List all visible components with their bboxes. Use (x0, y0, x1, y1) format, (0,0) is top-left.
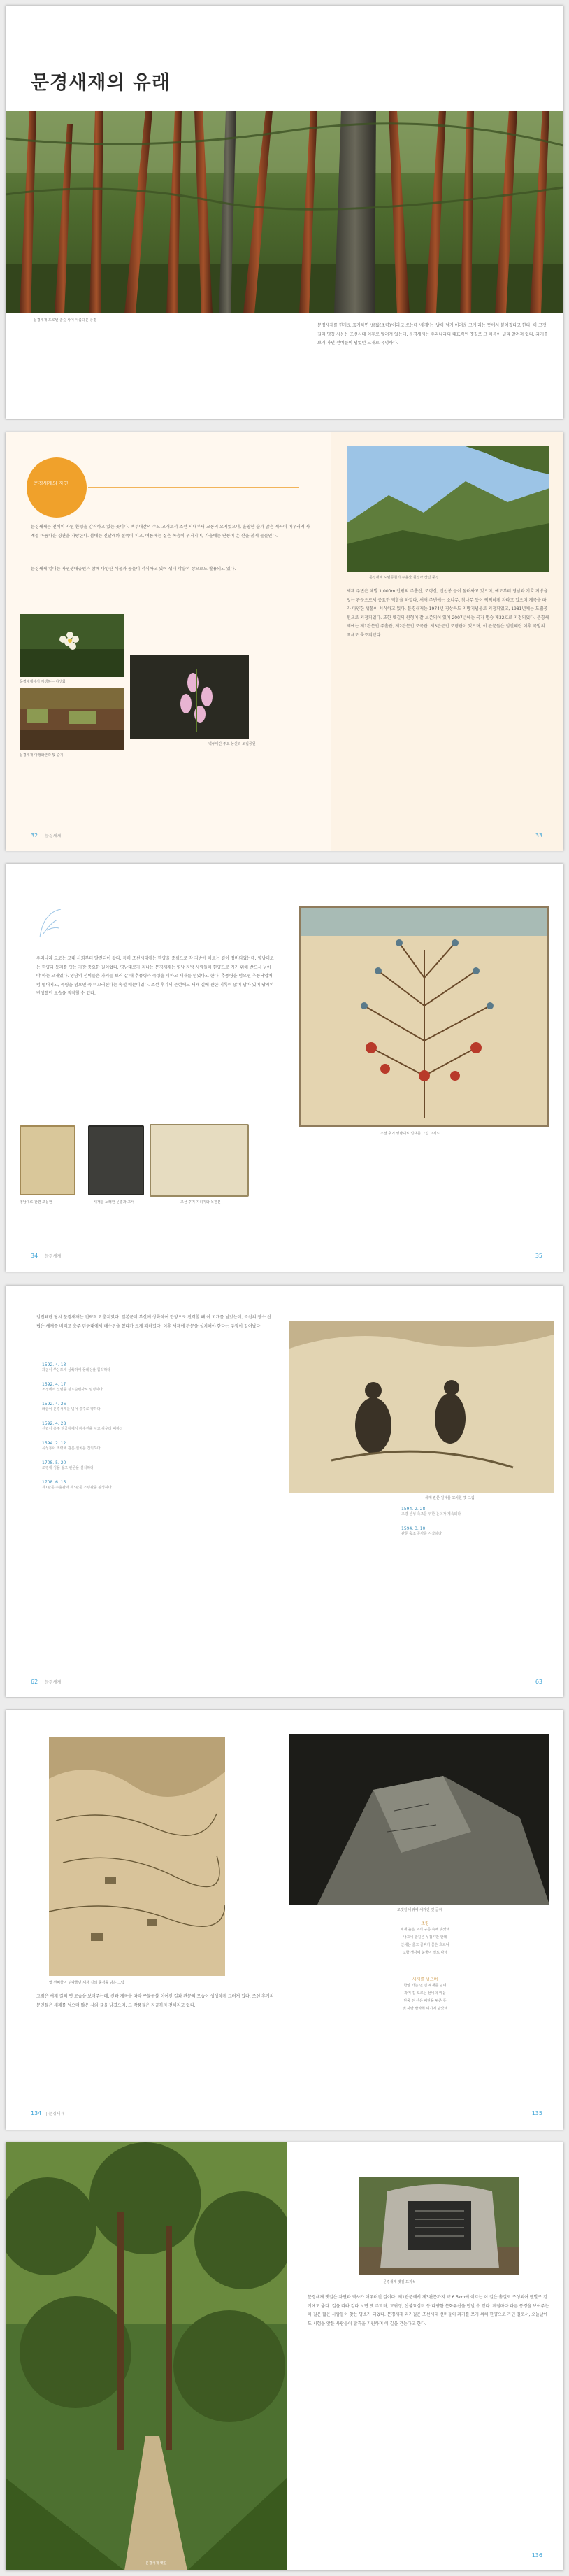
caption-small-2: 문경새재 야생화군락 및 습지 (20, 753, 64, 757)
battle-painting (289, 1321, 554, 1493)
body-right: 새재 주변은 해발 1,000m 안팎의 주흘산, 조령산, 신선봉 등이 둘러싸고 있으며, 예로부터 영남과 기호 지방을 잇는 관문으로서 중요한 역할을 하였다. 새재 주변에는 소나무, 참나무 등이 빽빽하게 자라고 있으며 계곡을 따라 다양한 생물이 서식하고 있다. 문경새재는 1974년 경상북도 지방기념물로 지정되었고, 1981년에는 도립공원으로 지정되었다. 또한 옛길의 원형이 잘 보존되어 있어 2007년에는 국가 명승 제32호로 지정되었다. 문경새재에는 제1관문인 주흘관, 제2관문인 조곡관, 제3관문인 조령관이 있으며, 이 관문들은 임진왜란 이후 국방의 요새로 축조되었다. (347, 589, 549, 638)
poem-line: 고향 생각에 눈물이 절로 나네 (402, 1951, 448, 1955)
poem-line: 새재 높은 고개 구름 속에 솟았네 (400, 1928, 450, 1932)
caption-left: 문경새재 옛길 (145, 2561, 167, 2566)
section-badge-label: 문경새재의 자연 (34, 481, 69, 486)
diary-date: 1594. 3. 10 (401, 1526, 426, 1531)
folio-right: 136 (531, 2552, 542, 2559)
folio-right: 33 (535, 832, 542, 839)
diary-entry (401, 1526, 548, 1536)
old-map (299, 906, 549, 1127)
spread-page-1 (6, 6, 563, 419)
caption-left: 옛 선비들이 넘나들던 새재 길의 풍경을 담은 그림 (49, 1981, 124, 1985)
body: 그림은 새재 길의 옛 모습을 보여주는데, 산과 계곡을 따라 구불구불 이어진 길과 관문의 모습이 생생하게 그려져 있다. 조선 후기의 문인들은 새재를 넘으며 많은 시와 글을 남겼으며, 그 작품들은 지금까지 전해지고 있다. (36, 1994, 274, 2008)
forest-hero-photo (6, 111, 563, 313)
diary-date: 1592. 4. 13 (42, 1362, 66, 1367)
folio-left-section: | 문경새재 (42, 834, 62, 839)
diary-entry (42, 1460, 273, 1470)
caption-map: 조선 후기 영남대로 일대를 그린 고지도 (380, 1132, 440, 1136)
body: 문경새재 옛길은 자연과 역사가 어우러진 길이다. 제1관문에서 제3관문까지 약 6.5km에 이르는 이 길은 흙길로 조성되어 맨발로 걷기에도 좋다. 길을 따라 걷다 보면 옛 주막터, 교귀정, 산불됴심비 등 다양한 문화유산을 만날 수 있다. 계절마다 다른 풍경을 보여주는 이 길은 많은 사람들이 찾는 명소가 되었다. 문경새재 과거길은 조선시대 선비들이 과거를 보기 위해 한양으로 가던 길로서, 오늘날에도 시험을 앞둔 사람들이 합격을 기원하며 이 길을 걷는다고 한다. (308, 2295, 549, 2326)
rock-photo (289, 1734, 549, 1905)
caption-painting: 새재 관문 일대를 묘사한 옛 그림 (425, 1496, 475, 1500)
diary-text: 조령에 성을 쌓고 관문을 설치하다 (42, 1466, 94, 1470)
poem-title: 새재를 넘으며 (412, 1977, 438, 1982)
badge-rule (88, 487, 299, 488)
spread-page-6 (6, 2142, 563, 2570)
caption-right: 고갯길 바위에 새겨진 옛 글씨 (397, 1908, 442, 1912)
poem-title: 조령 (421, 1921, 429, 1926)
diary-entry (42, 1382, 273, 1392)
diary-entry (42, 1480, 273, 1490)
folio-right: 135 (531, 2110, 542, 2116)
diary-text: 조령 산성 축조를 위한 논의가 계속되다 (401, 1512, 461, 1516)
stone-marker-photo (359, 2177, 519, 2275)
folio-left-number: 134 (31, 2110, 42, 2116)
diary-text: 제1관문 주흘관과 제3관문 조령관을 완성하다 (42, 1486, 112, 1490)
folio-right: 35 (535, 1253, 542, 1259)
folio-left-number: 34 (31, 1253, 38, 1259)
diary-text: 왜군이 문경새재를 넘어 충주로 향하다 (42, 1407, 101, 1411)
poem-line: 나그네 발길은 무겁기만 한데 (403, 1935, 447, 1940)
body-left-2: 문경새재 일대는 자연생태공원과 함께 다양한 식물과 동물이 서식하고 있어 생태 학습의 장으로도 활용되고 있다. (31, 567, 236, 571)
diary-text: 관문 축조 공사를 시작하다 (401, 1532, 442, 1536)
folio-left (31, 2110, 64, 2116)
diary-text: 유성룡이 조령에 관문 설치를 건의하다 (42, 1446, 101, 1451)
caption-small-1: 문경새재에서 자생하는 야생화 (20, 680, 66, 684)
poem-line: 옛 사람 발자취 여기에 남았네 (402, 2007, 448, 2011)
diary-text: 왜군이 부산포에 상륙하여 동래성을 함락하다 (42, 1368, 111, 1372)
section-badge (27, 457, 87, 518)
mountain-photo (347, 446, 549, 572)
folio-left-section: | 문경새재 (42, 1680, 62, 1685)
pink-flower-photo (130, 655, 249, 739)
poem-1 (341, 1920, 509, 1957)
diary-date: 1592. 4. 17 (42, 1382, 66, 1387)
forest-path-photo (6, 2142, 287, 2570)
poem-line: 과거 길 오르는 선비의 마음 (404, 1991, 446, 1995)
body: 우리나라 도로는 고대 사회부터 발전되어 왔다. 특히 조선시대에는 한양을 중심으로 각 지방에 이르는 길이 정비되었는데, 영남대로는 한양과 동래를 잇는 가장 중요한 길이었다. 영남대로가 지나는 문경새재는 영남 지방 사람들이 한양으로 가기 위해 반드시 넘어야 하는 고개였다. 영남의 선비들은 과거를 보러 갈 때 추풍령과 죽령을 피하고 새재를 넘었다고 한다. 추풍령을 넘으면 추풍낙엽처럼 떨어지고, 죽령을 넘으면 죽 미끄러진다는 속설 때문이었다. 조선 후기의 문헌에도 새재 길에 관한 기록이 많이 남아 있어 당시의 번성했던 모습을 짐작할 수 있다. (36, 956, 274, 996)
folio-left-number: 62 (31, 1679, 38, 1685)
old-map-drawing (301, 908, 547, 1125)
poem-line: 한양 가는 먼 길 새재를 넘네 (403, 1984, 447, 1988)
folio-left (31, 832, 61, 839)
body-left: 문경새재는 천혜의 자연 환경을 간직하고 있는 곳이다. 백두대간의 주요 고개로서 조선 시대부터 교통의 요지였으며, 울창한 숲과 맑은 계곡이 어우러져 사계절 아름다운 경관을 자랑한다. 봄에는 진달래와 철쭉이 피고, 여름에는 짙은 녹음이 우거지며, 가을에는 단풍이 온 산을 붉게 물들인다. (31, 525, 310, 539)
folio-left (31, 1253, 61, 1259)
diary-list-right (401, 1507, 548, 1546)
diary-date: 1594. 2. 12 (42, 1441, 66, 1446)
caption-books-2: 새재를 노래한 문집과 고서 (94, 1200, 134, 1204)
old-book-3 (150, 1124, 249, 1197)
wildflower-photo (20, 614, 124, 677)
diary-date: 1594. 2. 28 (401, 1507, 426, 1511)
diary-entry (42, 1441, 273, 1451)
spread-page-2 (6, 432, 563, 851)
poem-2 (341, 1976, 509, 2013)
wetland-photo (20, 688, 124, 750)
diary-entry (42, 1362, 273, 1372)
poem-line: 단풍 든 산은 비단을 두른 듯 (403, 1999, 447, 2003)
spread-page-5 (6, 1710, 563, 2130)
intro-text: 문경새재를 한자로 표기하면 '鳥嶺(조령)'이라고 쓰는데 '새재'는 '날아 넘기 어려운 고개'라는 뜻에서 붙여졌다고 한다. 이 고갯길의 명칭 사용은 조선시대 이후로 알려져 있는데, 문경새재는 우리나라의 대표적인 옛길로 그 이름이 널리 알려져 있다. 과거를 보러 가던 선비들이 넘었던 고개로 유명하다. (317, 323, 548, 346)
spread-page-4 (6, 1286, 563, 1697)
caption-right: 문경새재 도립공원의 주흘산 원경과 산림 풍경 (369, 576, 439, 580)
diary-entry (42, 1402, 273, 1411)
folio-left-section: | 문경새재 (45, 2112, 65, 2116)
folio-left-number: 32 (31, 832, 38, 839)
caption-books-3: 조선 후기 지리지와 목판본 (180, 1200, 221, 1204)
diary-entry (401, 1507, 548, 1516)
diary-list (42, 1362, 273, 1500)
landscape-painting (49, 1737, 225, 1976)
diary-entry (42, 1421, 273, 1431)
caption-books-1: 영남대로 관련 고문헌 (20, 1200, 52, 1204)
caption-stone: 문경새재 옛길 표지석 (383, 2280, 416, 2284)
caption-small-3: 백두대간 주요 능선과 도립공원 (208, 742, 256, 746)
body: 임진왜란 당시 문경새재는 전략적 요충지였다. 일본군이 부산에 상륙하여 한양으로 진격할 때 이 고개를 넘었는데, 조선의 장수 신립은 새재를 버리고 충주 탄금대에서 배수진을 쳤다가 크게 패하였다. 이후 새재에 관문을 설치해야 한다는 주장이 일어났다. (36, 1315, 271, 1329)
sketch-ornament (36, 906, 64, 941)
poem-line: 산새는 울고 골짜기 물은 흐르니 (401, 1943, 449, 1947)
photo-caption: 문경새재 도로변 솔숲 사이 아름다운 풍경 (34, 318, 97, 322)
diary-date: 1592. 4. 28 (42, 1421, 66, 1426)
folio-left-section: | 문경새재 (42, 1254, 62, 1259)
old-book-1 (20, 1125, 75, 1195)
old-book-2 (88, 1125, 144, 1195)
folio-right: 63 (535, 1679, 542, 1685)
diary-text: 조정에서 신립을 삼도순변사로 임명하다 (42, 1388, 103, 1392)
diary-date: 1708. 6. 15 (42, 1480, 66, 1485)
page-title: 문경새재의 유래 (31, 72, 171, 94)
spread-page-3 (6, 864, 563, 1272)
diary-date: 1592. 4. 26 (42, 1402, 66, 1407)
diary-date: 1708. 5. 20 (42, 1460, 66, 1465)
folio-left (31, 1679, 61, 1685)
diary-text: 신립이 충주 탄금대에서 배수진을 치고 싸우다 패하다 (42, 1427, 123, 1431)
